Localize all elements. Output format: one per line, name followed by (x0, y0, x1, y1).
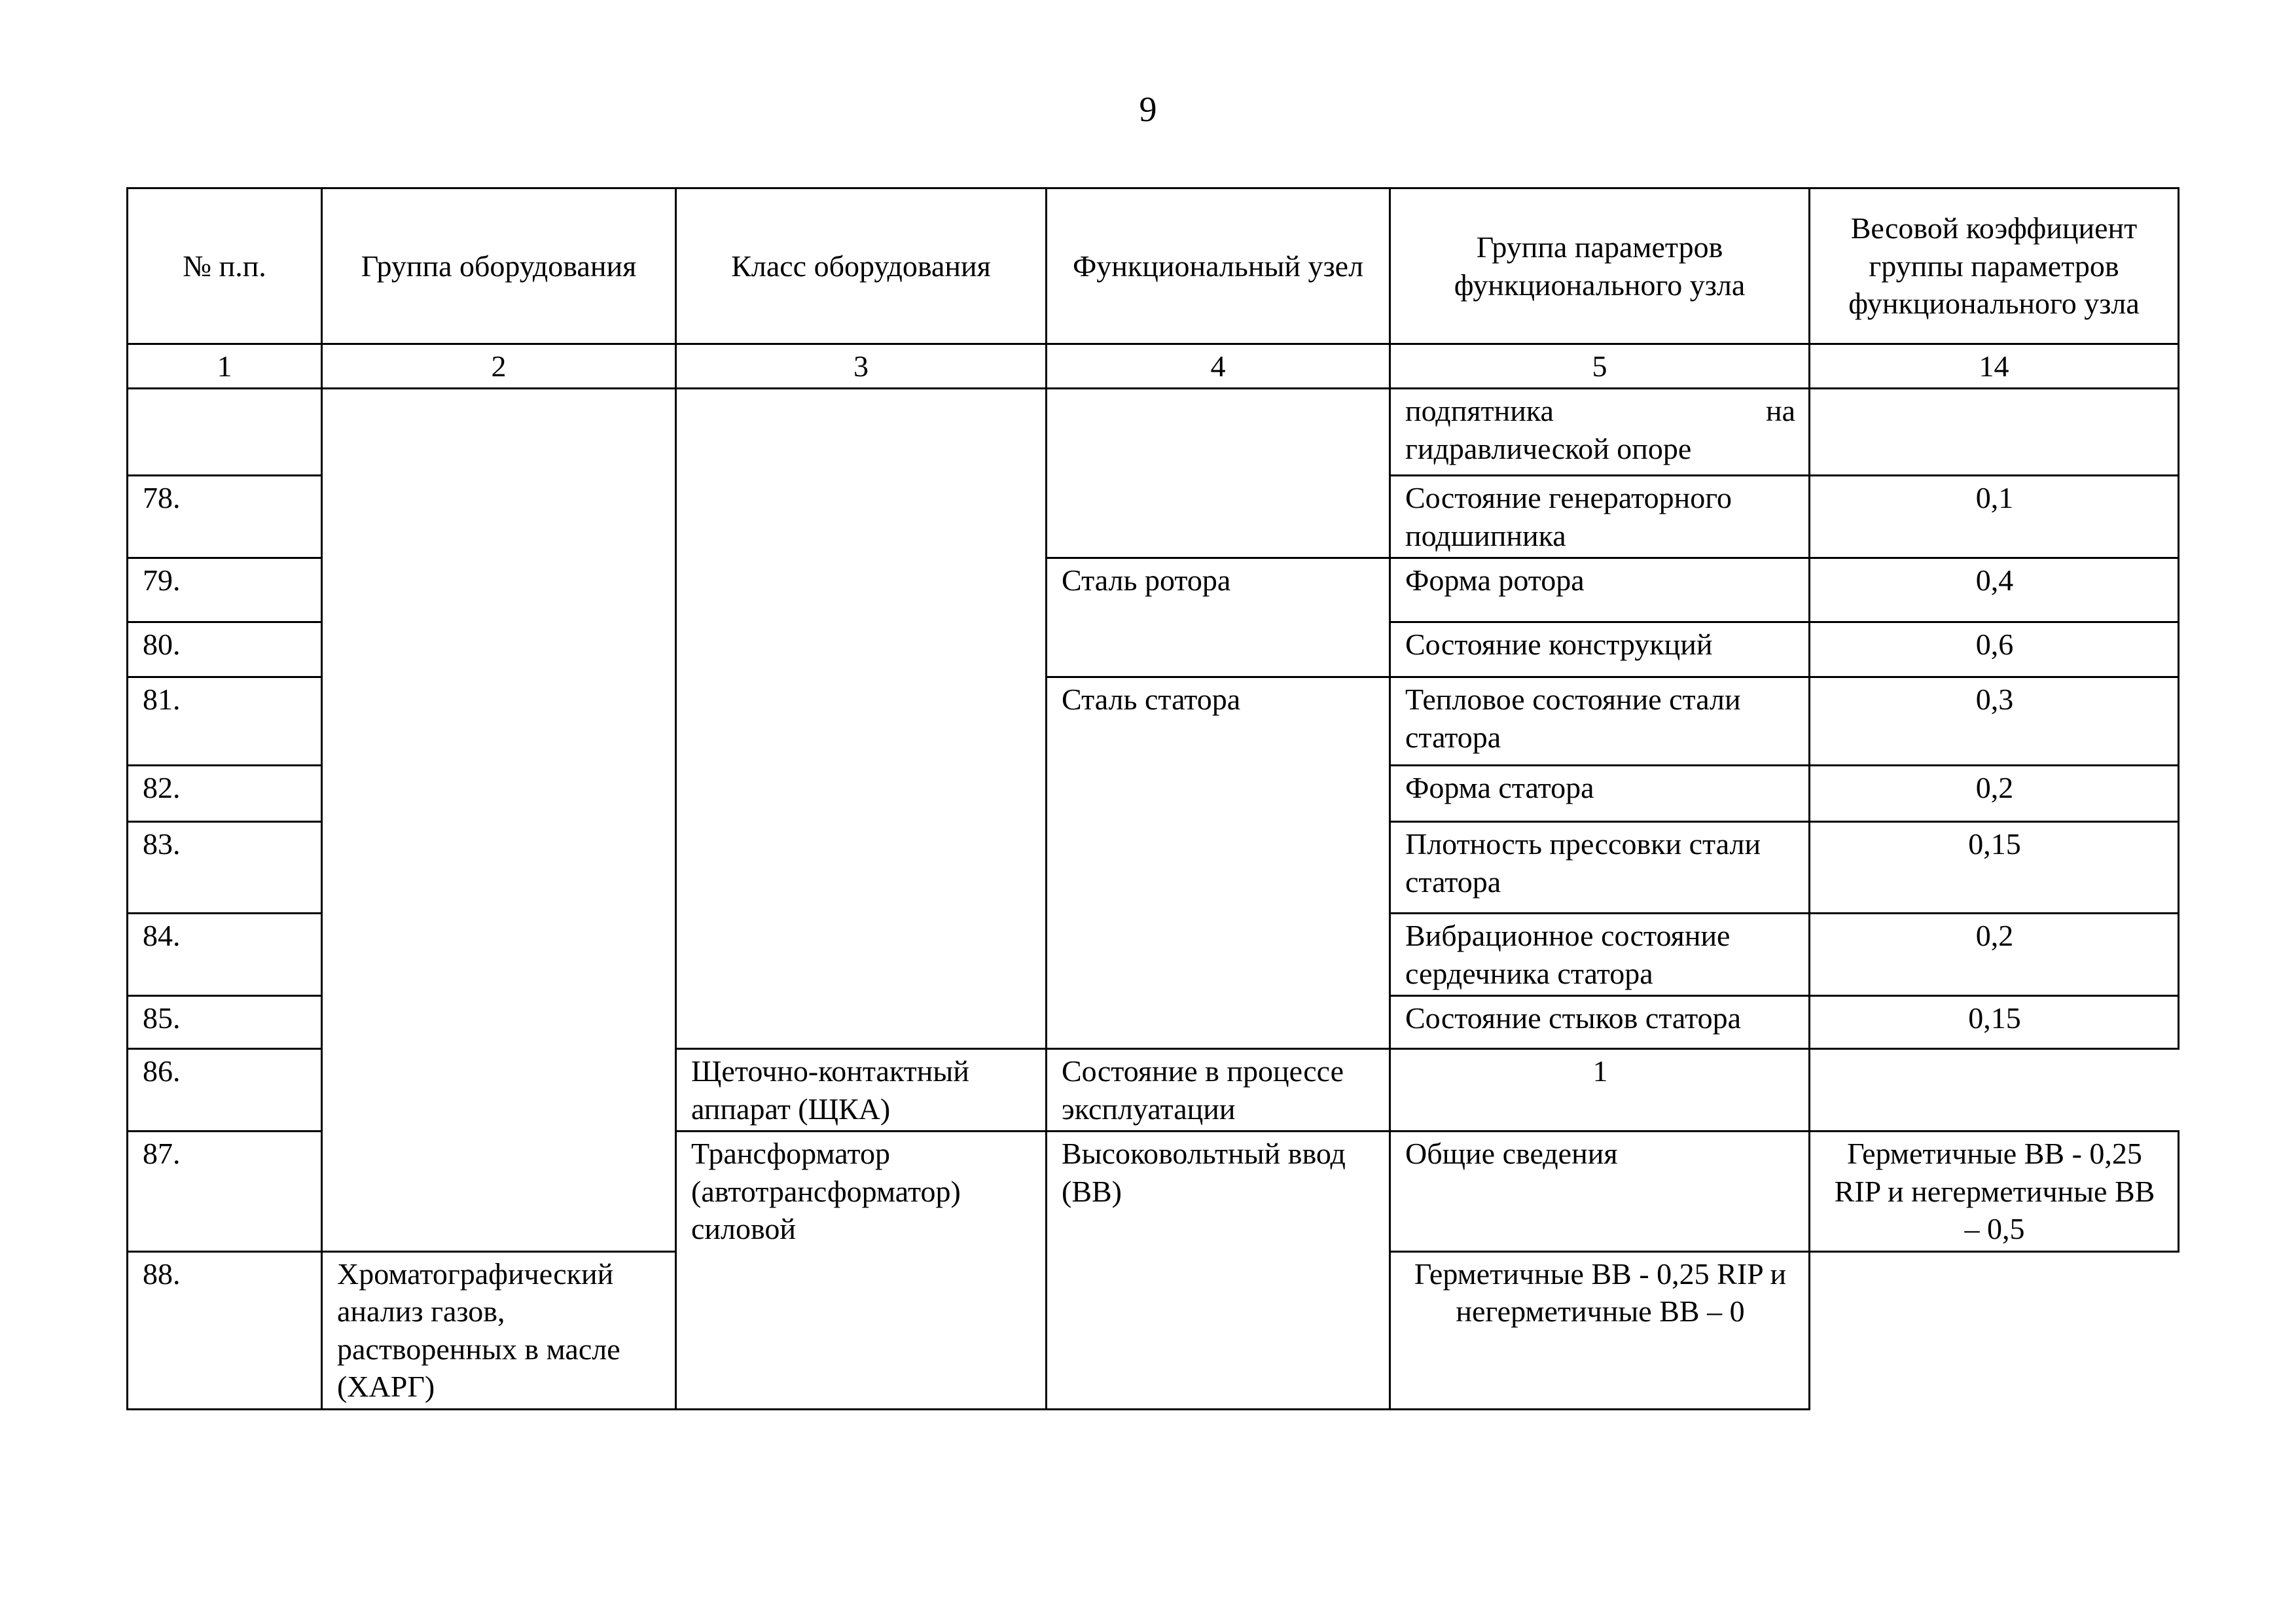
weight-cell: 0,15 (1810, 996, 2179, 1049)
weight-cell (1810, 389, 2179, 476)
column-number: 5 (1390, 344, 1810, 389)
weight-cell: 0,2 (1810, 914, 2179, 996)
header-num: № п.п. (128, 188, 322, 344)
row-number-cell: 78. (128, 476, 322, 558)
parameter-group-cell (1390, 389, 1810, 476)
functional-node-cell (1047, 389, 1390, 558)
header-weight-coefficient: Весовой коэффициент группы параметров функционального узла (1810, 188, 2179, 344)
header-equipment-class: Класс оборудования (676, 188, 1047, 344)
functional-node-cell: Высоковольтный ввод (ВВ) (1047, 1132, 1390, 1410)
equipment-parameters-table (126, 187, 2179, 1410)
equipment-class-cell (676, 389, 1047, 1049)
column-numbers-row (128, 344, 2179, 389)
row-number-cell: 88. (128, 1251, 322, 1409)
weight-cell: 1 (1390, 1049, 1810, 1132)
parameter-group-cell: Вибрационное состояние сердечника статора (1390, 914, 1810, 996)
equipment-group-cell (322, 389, 676, 1252)
row-number-cell: 81. (128, 677, 322, 766)
weight-cell: 0,2 (1810, 766, 2179, 822)
weight-cell: 0,4 (1810, 558, 2179, 622)
table-row (128, 389, 2179, 476)
row-number-cell: 87. (128, 1132, 322, 1252)
weight-cell: 0,1 (1810, 476, 2179, 558)
parameter-group-cell: Состояние в процессе эксплуатации (1047, 1049, 1390, 1132)
header-parameter-group: Группа параметров функционального узла (1390, 188, 1810, 344)
column-number: 14 (1810, 344, 2179, 389)
row-number-cell: 84. (128, 914, 322, 996)
column-number: 3 (676, 344, 1047, 389)
column-number: 4 (1047, 344, 1390, 389)
equipment-class-cell: Трансформатор (автотрансформатор) силовой (676, 1132, 1047, 1410)
page-number: 9 (1139, 90, 1157, 129)
row-number-cell: 83. (128, 822, 322, 914)
row-number-cell: 86. (128, 1049, 322, 1132)
row-number-cell: 80. (128, 622, 322, 677)
weight-cell: 0,6 (1810, 622, 2179, 677)
param-word: подпятника (1405, 394, 1554, 427)
parameter-group-cell: Форма ротора (1390, 558, 1810, 622)
parameter-group-cell: Плотность прессовки стали статора (1390, 822, 1810, 914)
parameter-group-cell: Состояние стыков статора (1390, 996, 1810, 1049)
row-number-cell: 79. (128, 558, 322, 622)
row-number-cell: 85. (128, 996, 322, 1049)
functional-node-cell: Щеточно-контактный аппарат (ЩКА) (676, 1049, 1047, 1132)
weight-cell: Герметичные ВВ - 0,25 RIP и негерметичные ВВ – 0,5 (1810, 1132, 2179, 1252)
weight-cell: 0,3 (1810, 677, 2179, 766)
parameter-group-cell: Состояние генераторного подшипника (1390, 476, 1810, 558)
justified-line (1405, 392, 1795, 430)
parameter-group-cell: Состояние конструкций (1390, 622, 1810, 677)
column-number: 1 (128, 344, 322, 389)
weight-cell: 0,15 (1810, 822, 2179, 914)
row-number-cell: 82. (128, 766, 322, 822)
header-equipment-group: Группа оборудования (322, 188, 676, 344)
weight-cell: Герметичные ВВ - 0,25 RIP и негерметичные ВВ – 0 (1390, 1251, 1810, 1409)
param-line: гидравлической опоре (1405, 431, 1692, 465)
header-functional-node: Функциональный узел (1047, 188, 1390, 344)
parameter-group-cell: Тепловое состояние стали статора (1390, 677, 1810, 766)
functional-node-cell: Сталь ротора (1047, 558, 1390, 677)
parameter-group-cell: Форма статора (1390, 766, 1810, 822)
table-header-row (128, 188, 2179, 344)
parameter-group-cell: Хроматографический анализ газов, растворенных в масле (ХАРГ) (322, 1251, 676, 1409)
column-number: 2 (322, 344, 676, 389)
functional-node-cell: Сталь статора (1047, 677, 1390, 1049)
parameter-group-cell: Общие сведения (1390, 1132, 1810, 1252)
row-number-cell (128, 389, 322, 476)
param-word: на (1765, 394, 1795, 427)
